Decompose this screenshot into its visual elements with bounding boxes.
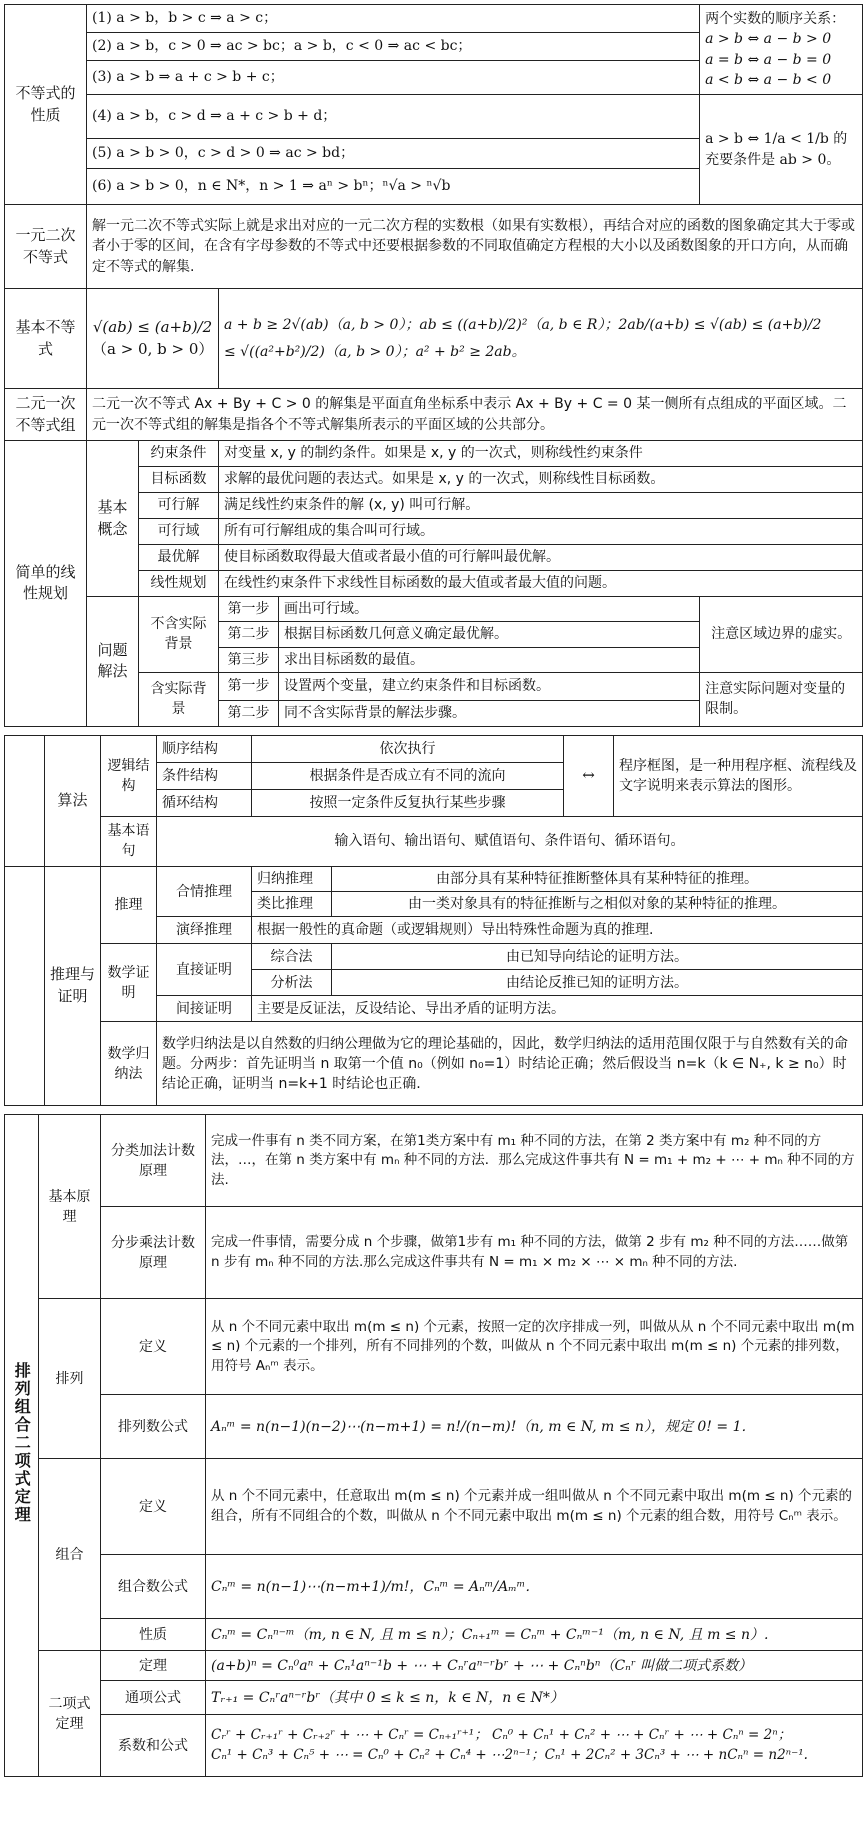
order-2: a = b ⇔ a − b = 0 <box>705 51 832 68</box>
coef-label: 系数和公式 <box>101 1715 206 1777</box>
comb-formula-label: 组合数公式 <box>101 1555 206 1619</box>
order-box <box>700 5 863 95</box>
synthetic-desc: 由已知导向结论的证明方法。 <box>332 944 863 970</box>
rule-1: (1) a > b，b > c ⇒ a > c； <box>87 5 700 33</box>
comb-def-label: 定义 <box>101 1459 206 1555</box>
step-label: 第二步 <box>219 700 279 726</box>
induction-desc: 数学归纳法是以自然数的归纳公理做为它的理论基础的，因此，数学归纳法的适用范围仅限于与自然数有关的命题。分两步：首先证明当 n 取第一个值 n₀（例如 n₀=1）时结论正确；然后假设当 n=k（k ∈ N₊, k ≥ n₀）时结论正确，证明当 n=k+1 时结论也正确. <box>157 1022 863 1106</box>
struct-desc: 依次执行 <box>252 735 564 762</box>
struct-name: 条件结构 <box>157 762 252 789</box>
struct-name: 顺序结构 <box>157 735 252 762</box>
algo: 算法 <box>45 735 101 866</box>
concept-desc: 满足线性约束条件的解 (x, y) 叫可行解。 <box>219 493 863 519</box>
recip: a > b ⇔ 1/a < 1/b 的充要条件是 ab > 0。 <box>700 95 863 205</box>
synthetic: 综合法 <box>252 944 332 970</box>
order-title: 两个实数的顺序关系： <box>705 10 846 27</box>
mul: 分步乘法计数原理 <box>101 1207 206 1299</box>
step-desc: 求出目标函数的最值。 <box>279 647 700 672</box>
s2-title: 一元二次不等式 <box>5 205 87 289</box>
coef-1: Cᵣʳ + Cᵣ₊₁ʳ + Cᵣ₊₂ʳ + ⋯ + Cₙʳ = Cₙ₊₁ʳ⁺¹； Cₙ⁰ + Cₙ¹ + Cₙ² + ⋯ + Cₙʳ + ⋯ + Cₙⁿ = 2ⁿ； <box>211 1727 792 1744</box>
coef-text <box>206 1715 863 1777</box>
comb: 组合 <box>39 1459 101 1651</box>
step-desc: 同不含实际背景的解法步骤。 <box>279 700 700 726</box>
algorithm-table <box>4 735 863 1107</box>
prop-label: 性质 <box>101 1619 206 1651</box>
t2-left-border <box>5 735 45 866</box>
s3-left-1: √(ab) ≤ (a+b)/2 <box>92 317 213 336</box>
concept-name: 目标函数 <box>139 467 219 493</box>
s3-right-1: a + b ≥ 2√(ab)（a, b > 0）；ab ≤ ((a+b)/2)²（a, b ∈ R）；2ab/(a+b) ≤ √(ab) ≤ (a+b)/2 <box>224 317 822 334</box>
rule-5: (5) a > b > 0，c > d > 0 ⇒ ac > bd； <box>87 139 700 169</box>
rule-3: (3) a > b ⇒ a + c > b + c； <box>87 61 700 95</box>
step-desc: 画出可行域。 <box>279 597 700 622</box>
indirect: 间接证明 <box>157 996 252 1022</box>
order-1: a > b ⇔ a − b > 0 <box>705 31 832 48</box>
t2-left-border-2 <box>5 866 45 1106</box>
s1-title: 不等式的性质 <box>5 5 87 205</box>
bg: 含实际背景 <box>139 672 219 726</box>
reason-proof: 推理与证明 <box>45 866 101 1106</box>
concept-name: 最优解 <box>139 545 219 571</box>
concept-name: 线性规划 <box>139 571 219 597</box>
mul-desc: 完成一件事情，需要分成 n 个步骤，做第1步有 m₁ 种不同的方法，做第 2 步有 m₂ 种不同的方法……做第 n 步有 mₙ 种不同的方法.那么完成这件事共有 N = m₁ × m₂ × ⋯ × mₙ 种不同的方法. <box>206 1207 863 1299</box>
concept-desc: 在线性约束条件下求线性目标函数的最大值或者最大值的问题。 <box>219 571 863 597</box>
s5-title: 简单的线性规划 <box>5 441 87 727</box>
add-desc: 完成一件事有 n 类不同方案，在第1类方案中有 m₁ 种不同的方法，在第 2 类方案中有 m₂ 种不同的方法，…，在第 n 类方案中有 mₙ 种不同的方法．那么完成这件事共有 N = m₁ + m₂ + ⋯ + mₙ 种不同的方法. <box>206 1115 863 1207</box>
s4-title: 二元一次不等式组 <box>5 389 87 441</box>
deductive-desc: 根据一般性的真命题（或逻辑规则）导出特殊性命题为真的推理. <box>252 917 863 944</box>
coef-2: Cₙ¹ + Cₙ³ + Cₙ⁵ + ⋯ = Cₙ⁰ + Cₙ² + Cₙ⁴ + ⋯2ⁿ⁻¹；Cₙ¹ + 2Cₙ² + 3Cₙ³ + ⋯ + nCₙⁿ = n2ⁿ⁻¹. <box>211 1746 808 1763</box>
s5-method: 问题解法 <box>87 597 139 727</box>
s5-basic: 基本概念 <box>87 441 139 597</box>
perm-def: 从 n 个不同元素中取出 m(m ≤ n) 个元素，按照一定的次序排成一列，叫做从从 n 个不同元素中取出 m(m ≤ n) 个元素的一个排列，所有不同排列的个数，叫做从 n 个不同元素中取出 m(m ≤ n) 个元素的排列数，用符号 Aₙᵐ 表示。 <box>206 1299 863 1395</box>
basic-stmt: 基本语句 <box>101 816 157 866</box>
theorem-text: (a+b)ⁿ = Cₙ⁰aⁿ + Cₙ¹aⁿ⁻¹b + ⋯ + Cₙʳaⁿ⁻ʳbʳ + ⋯ + Cₙⁿbⁿ（Cₙʳ 叫做二项式系数） <box>206 1651 863 1681</box>
struct-name: 循环结构 <box>157 789 252 816</box>
analog: 类比推理 <box>252 892 332 917</box>
perm-def-label: 定义 <box>101 1299 206 1395</box>
perm: 排列 <box>39 1299 101 1459</box>
step-label: 第一步 <box>219 672 279 700</box>
comb-def: 从 n 个不同元素中，任意取出 m(m ≤ n) 个元素并成一组叫做从 n 个不同元素中取出 m(m ≤ n) 个元素的组合，所有不同组合的个数，叫做从 n 个不同元素中取出 m(m ≤ n) 个元素的组合数，用符号 Cₙᵐ 表示。 <box>206 1459 863 1555</box>
direct: 直接证明 <box>157 944 252 996</box>
prop-text: Cₙᵐ = Cₙⁿ⁻ᵐ（m, n ∈ N, 且 m ≤ n）；Cₙ₊₁ᵐ = Cₙᵐ + Cₙᵐ⁻¹（m, n ∈ N, 且 m ≤ n）. <box>206 1619 863 1651</box>
concept-name: 可行解 <box>139 493 219 519</box>
concept-desc: 对变量 x, y 的制约条件。如果是 x, y 的一次式，则称线性约束条件 <box>219 441 863 467</box>
theorem-label: 定理 <box>101 1651 206 1681</box>
combinatorics-table <box>4 1114 863 1777</box>
concept-desc: 所有可行解组成的集合叫可行域。 <box>219 519 863 545</box>
struct-desc: 根据条件是否成立有不同的流向 <box>252 762 564 789</box>
proof: 数学证明 <box>101 944 157 1022</box>
t3-title-cell <box>5 1115 39 1777</box>
perm-formula: Aₙᵐ = n(n−1)(n−2)⋯(n−m+1) = n!/(n−m)!（n, m ∈ N, m ≤ n），规定 0! = 1． <box>206 1395 863 1459</box>
s3-title: 基本不等式 <box>5 289 87 389</box>
s3-left <box>87 289 219 389</box>
induction: 数学归纳法 <box>101 1022 157 1106</box>
step-desc: 根据目标函数几何意义确定最优解。 <box>279 622 700 647</box>
plausible: 合情推理 <box>157 866 252 917</box>
rule-6: (6) a > b > 0，n ∈ N*，n > 1 ⇒ aⁿ > bⁿ；ⁿ√a > ⁿ√b <box>87 169 700 205</box>
t3-title: 排列组合二项式定理 <box>12 1361 32 1524</box>
order-3: a < b ⇔ a − b < 0 <box>705 71 832 88</box>
arrow-icon: ↔ <box>564 735 614 816</box>
no-bg-note: 注意区域边界的虚实。 <box>700 597 863 673</box>
binom: 二项式定理 <box>39 1651 101 1777</box>
rule-2: (2) a > b，c > 0 ⇒ ac > bc；a > b，c < 0 ⇒ ac < bc； <box>87 33 700 61</box>
step-desc: 设置两个变量，建立约束条件和目标函数。 <box>279 672 700 700</box>
inductive: 归纳推理 <box>252 866 332 891</box>
rule-4: (4) a > b，c > d ⇒ a + c > b + d； <box>87 95 700 139</box>
general-text: Tᵣ₊₁ = Cₙʳaⁿ⁻ʳbʳ（其中 0 ≤ k ≤ n，k ∈ N，n ∈ N*） <box>206 1681 863 1715</box>
s4-text: 二元一次不等式 Ax + By + C > 0 的解集是平面直角坐标系中表示 Ax + By + C = 0 某一侧所有点组成的平面区域。二元一次不等式组的解集是指各个不等式解集所表示的平面区域的公共部分。 <box>87 389 863 441</box>
bg-note: 注意实际问题对变量的限制。 <box>700 672 863 726</box>
s3-left-2: （a > 0, b > 0） <box>92 339 214 358</box>
analytic: 分析法 <box>252 970 332 996</box>
indirect-desc: 主要是反证法，反设结论、导出矛盾的证明方法。 <box>252 996 863 1022</box>
reason: 推理 <box>101 866 157 944</box>
logic: 逻辑结构 <box>101 735 157 816</box>
concept-desc: 使目标函数取得最大值或者最小值的可行解叫最优解。 <box>219 545 863 571</box>
analytic-desc: 由结论反推已知的证明方法。 <box>332 970 863 996</box>
perm-formula-label: 排列数公式 <box>101 1395 206 1459</box>
concept-desc: 求解的最优问题的表达式。如果是 x, y 的一次式，则称线性目标函数。 <box>219 467 863 493</box>
struct-desc: 按照一定条件反复执行某些步骤 <box>252 789 564 816</box>
inductive-desc: 由部分具有某种特征推断整体具有某种特征的推理。 <box>332 866 863 891</box>
s3-right-2: ≤ √((a²+b²)/2)（a, b > 0）；a² + b² ≥ 2ab。 <box>224 343 526 360</box>
analog-desc: 由一类对象具有的特征推断与之相似对象的某种特征的推理。 <box>332 892 863 917</box>
s3-right <box>219 289 863 389</box>
step-label: 第三步 <box>219 647 279 672</box>
comb-formula: Cₙᵐ = n(n−1)⋯(n−m+1)/m!，Cₙᵐ = Aₙᵐ/Aₘᵐ． <box>206 1555 863 1619</box>
concept-name: 约束条件 <box>139 441 219 467</box>
add: 分类加法计数原理 <box>101 1115 206 1207</box>
deductive: 演绎推理 <box>157 917 252 944</box>
stmts: 输入语句、输出语句、赋值语句、条件语句、循环语句。 <box>157 816 863 866</box>
s2-text: 解一元二次不等式实际上就是求出对应的一元二次方程的实数根（如果有实数根），再结合对应的函数的图象确定其大于零或者小于零的区间，在含有字母参数的不等式中还要根据参数的不同取值确定方程根的大小以及函数图象的开口方向，从而确定不等式的解集. <box>87 205 863 289</box>
basic: 基本原理 <box>39 1115 101 1299</box>
no-bg: 不含实际背景 <box>139 597 219 673</box>
general-label: 通项公式 <box>101 1681 206 1715</box>
step-label: 第二步 <box>219 622 279 647</box>
flow: 程序框图，是一种用程序框、流程线及文字说明来表示算法的图形。 <box>614 735 863 816</box>
inequality-table <box>4 4 863 727</box>
step-label: 第一步 <box>219 597 279 622</box>
concept-name: 可行域 <box>139 519 219 545</box>
